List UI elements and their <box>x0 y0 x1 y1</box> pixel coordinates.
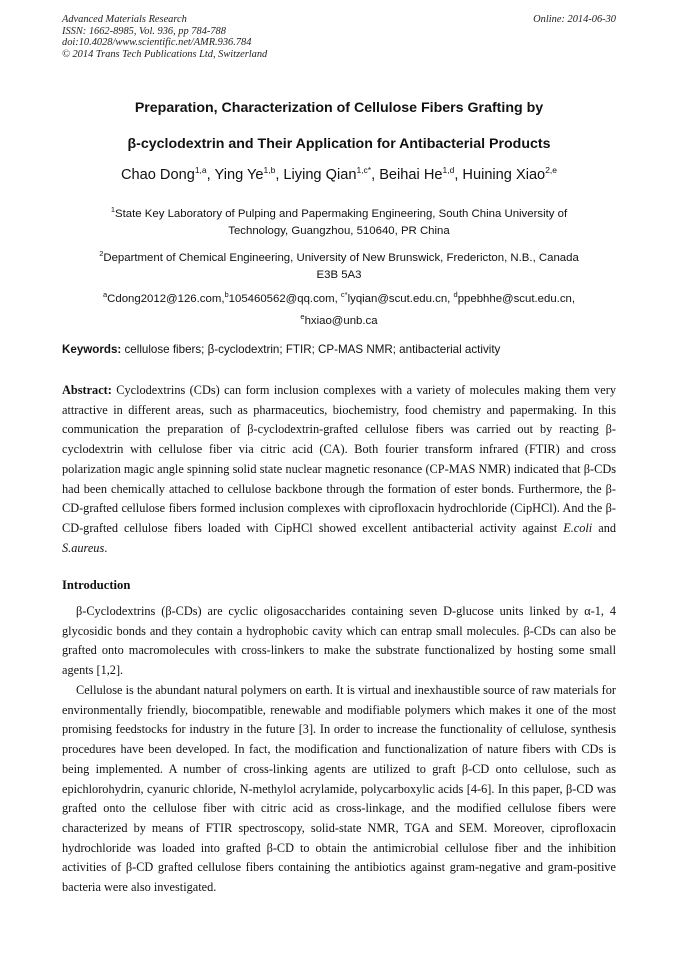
email-link[interactable]: ppebhhe@scut.edu.cn, <box>457 292 576 305</box>
author: Chao Dong$^{1,a}$, <box>120 165 215 183</box>
keywords-label: Keywords: <box>62 343 122 356</box>
journal-name: Advanced Materials Research <box>62 14 187 25</box>
intro-paragraph-1: β-Cyclodextrins (β-CDs) are cyclic oligosaccharides containing seven D-glucose units linked by α-1, 4 glycosidic bonds and they contain a hydrophobic cavity which can entrap small molecules. β-CDs can also be grafted onto macromolecules with cross-linkers to make the substrate functionalized by hosting some small agents [1,2]. <box>62 604 616 678</box>
online-date: Online: 2014-06-30 <box>533 14 616 25</box>
abstract-label: Abstract: <box>62 383 112 397</box>
author-emails: $^a$Cdong2012@126.com,$^b$105460562@qq.com, $^{c*}$lyqian@scut.edu.cn, $^d$ppebhhe@scut.edu.cn, $^e$hxiao@unb.ca <box>102 290 576 328</box>
intro-paragraph-2: Cellulose is the abundant natural polymers on earth. It is virtual and inexhaustible source of raw materials for environmentally friendly, biocompatible, renewable and modifiable polymers which makes it one of the most promising feedstocks for industry in the future [3]. In order to increase the functionality of cellulose, synthesis procedures have been developed. In fact, the modification and functionalization of nature fibers with CDs is being implemented. A number of cross-linking agents are utilized to graft β-CD onto cellulose, such as epichlorohydrin, cyanuric chloride, N-methylol acrylamide, polycarboxylic acids [4-6]. In this paper, β-CD was grafted onto the cellulose fiber with citric acid as cross-linkage, and the modified cellulose fibers were characterized by means of FTIR spectroscopy, solid-state NMR, TGA and SEM. Moreover, ciprofloxacin hydrochloride was loaded into grafted β-CD to obtain the antimicrobial cellulose fiber and the inhibition activities of β-CD grafted cellulose fibers containing the antibiotics against gram-negative and gram-positive bacteria were also investigated. <box>62 683 616 895</box>
journal-header <box>62 14 616 60</box>
affiliation-1: $^1$State Key Laboratory of Pulping and Papermaking Engineering, South China University of Technology, Guangzhou, 510640, PR China <box>110 205 568 238</box>
author: Huining Xiao$^{2,e}$ <box>462 165 558 183</box>
title-line-1: Preparation, Characterization of Cellulose Fibers Grafting by <box>134 100 544 116</box>
keywords-text: cellulose fibers; β-cyclodextrin; FTIR; CP-MAS NMR; antibacterial activity <box>121 343 501 356</box>
paper-title <box>40 90 638 162</box>
author: Ying Ye$^{1,b}$, <box>214 165 284 183</box>
author: Beihai He$^{1,d}$, <box>379 165 463 183</box>
email-link[interactable]: lyqian@scut.edu.cn, <box>347 292 454 305</box>
doi-line: doi:10.4028/www.scientific.net/AMR.936.784 <box>62 37 252 49</box>
issn-line: ISSN: 1662-8985, Vol. 936, pp 784-788 <box>62 25 226 37</box>
email-link[interactable]: Cdong2012@126.com, <box>107 292 225 305</box>
author-list <box>40 165 638 183</box>
email-link[interactable]: hxiao@unb.ca <box>304 315 378 328</box>
abstract: Abstract: Cyclodextrins (CDs) can form inclusion complexes with a variety of molecules making them very attractive in different areas, such as pharmaceutics, biochemistry, food chemistry and papermaking. In this communication the preparation of β-cyclodextrin-grafted cellulose fibers was carried out by reacting β-cyclodextrin with cellulose fiber via citric acid (CA). Both fourier transform infrared (FTIR) and cross polarization magic angle spinning solid state nuclear magnetic resonance (CP-MAS NMR) indicated that β-CDs had been chemically attached to cellulose backbone through the formation of ester bonds. Furthermore, the β-CD-grafted cellulose fibers formed inclusion complexes with ciprofloxacin hydrochloride (CipHCl). And the β-CD-grafted cellulose fibers loaded with CipHCl showed excellent antibacterial activity against E.coli and S.aureus. <box>62 383 616 555</box>
section-heading-introduction: Introduction <box>62 578 131 592</box>
copyright-line: © 2014 Trans Tech Publications Ltd, Switzerland <box>62 48 268 60</box>
title-line-2: β-cyclodextrin and Their Application for Antibacterial Products <box>127 136 551 152</box>
affiliation-2: $^2$Department of Chemical Engineering, University of New Brunswick, Fredericton, N.B., Canada E3B 5A3 <box>99 249 579 282</box>
keywords <box>62 343 616 356</box>
author: Liying Qian$^{1,c*}$, <box>283 165 380 183</box>
email-link[interactable]: 105460562@qq.com, <box>228 292 341 305</box>
